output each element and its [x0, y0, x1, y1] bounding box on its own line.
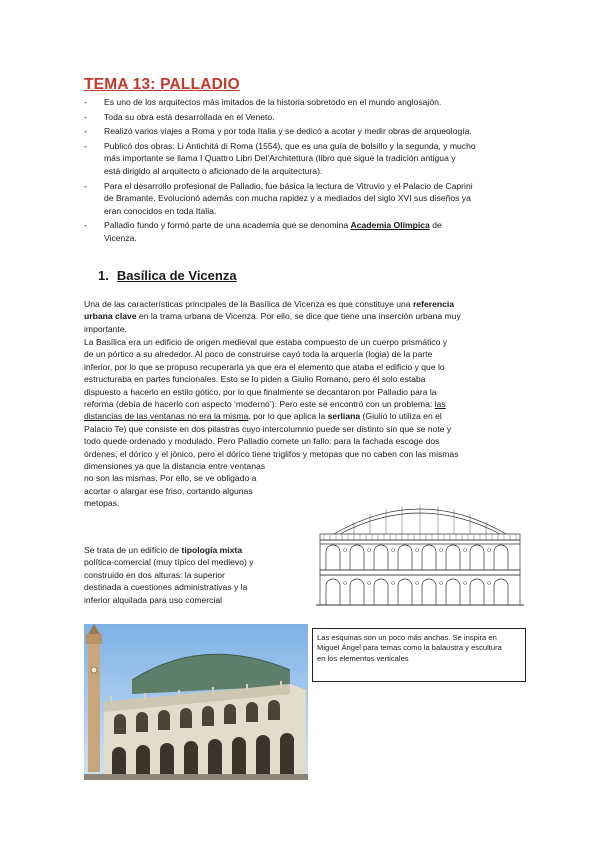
bullet-line: Toda su obra está desarrollada en el Veneto.	[104, 111, 275, 122]
bullet-line: de Bramante. Evolucionó además con mucha rapidez y a mediados del siglo XVI sus diseños ya	[104, 193, 471, 204]
section-heading	[98, 268, 237, 283]
bullet-line: Para el desarrollo profesional de Palladio, fue básica la lectura de Vitruvio y el Palacio de Caprini	[104, 180, 473, 191]
basilica-elevation-drawing	[314, 490, 526, 610]
paragraph-intro: Una de las características principales de la Basílica de Vicenza es que constituye una referencia urbana clave en la trama urbana de Vicenza. Por ello, se dice que tiene una inserción urbana muy importante.	[84, 299, 461, 334]
bullet-line: más importante se llama I Quattro Libri Del’Architettura (libro que sigue la tradición antigua y	[104, 153, 456, 164]
list-item: - Publicó dos obras: Li Antichitá di Roma (1554), que es una guía de bolsillo y la segunda, y mucho más importante se llama I Quattro Libri Del’Architettura (libro que sigue la tradición antigua y está dirigido al arquitecto o aficionado de la arquitectura).	[84, 140, 536, 178]
problem-link: distancias de las ventanas no era la misma	[84, 411, 249, 422]
bullet-line: eran conocidos en toda Italia.	[104, 205, 217, 216]
bullet-line: Vicenza.	[104, 232, 137, 243]
bullet-line: está dirigido al arquitecto o aficionado de la arquitectura).	[104, 165, 323, 176]
problem-link-start: las	[434, 399, 446, 410]
bullet-line: Es uno de los arquitectos más imitados de la historia sobretodo en el mundo anglosajón.	[104, 97, 442, 107]
section-title: Basílica de Vicenza	[116, 268, 237, 283]
section-number: 1.	[98, 268, 109, 283]
page-title: TEMA 13: PALLADIO	[84, 76, 240, 93]
paragraph-typology: Se trata de un edificio de tipología mixta política-comercial (muy típico del medievo) y construido en dos alturas: la superior destinada a cuestiones administrativas y la inferior alquilada para uso comercial	[84, 545, 254, 605]
list-item: - Es uno de los arquitectos más imitados de la historia sobretodo en el mundo anglosajón.	[84, 96, 536, 109]
list-item: - Realizó varios viajes a Roma y por toda Italia y se dedicó a acotar y medir obras de arqueología.	[84, 125, 536, 138]
bullet-line: Realizó varios viajes a Roma y por toda Italia y se dedicó a acotar y medir obras de arqueología.	[104, 126, 472, 137]
photo-caption: Las esquinas son un poco más anchas. Se inspira en Miguel Ángel para temas como la balaustra y escultura en los elementos verticales	[312, 628, 526, 682]
paragraph-history: La Basílica era un edificio de origen medieval que estaba compuesto de un cuerpo prismático y de un pórtico a su alrededor. Al poco de construirse cayó toda la arquería (logia) de la parte inferior, por lo que se propuso recuperarla ya que era el elemento que ataba el edificio y que lo estructuraba en partes funcionales. Esto se lo piden a Giulio Romano, pero él solo estaba dispuesto a hacerlo en estilo gótico, por lo que finalmente se decantaron por Palladio para la reforma (debía de hacerlo con aspecto ‘moderno’). Pero este se encontró con un problema: las distancias de las ventanas no era la misma, por lo que aplica la serliana (Giulio lo utiliza en el Palacio Te) que consiste en dos pilastras cuyo intercolumnio puede ser distinto sin que se note y todo quede ordenado y modulado. Pero Palladio comete un fallo: para la fachada escoge dos órdenes, el dórico y el jónico, pero el dórico tiene triglifos y metopas que no caben con las mismas dimensiones ya que la distancia entre ventanas no son las mismas. Por ello, se ve obligado a acortar o alargar ese friso, cortando algunas metopas.	[84, 337, 459, 509]
basilica-photo	[84, 624, 308, 780]
list-item: - Palladio fundo y formó parte de una academia que se denomina Academia Olímpica de Vicenza.	[84, 219, 536, 244]
list-item: - Toda su obra está desarrollada en el Veneto.	[84, 111, 536, 124]
academia-olimpica-link[interactable]: Academia Olímpica	[350, 220, 430, 231]
intro-bullet-list	[84, 96, 536, 247]
bullet-line: Publicó dos obras: Li Antichitá di Roma (1554), que es una guía de bolsillo y la segunda, y mucho	[104, 140, 476, 151]
list-item: - Para el desarrollo profesional de Palladio, fue básica la lectura de Vitruvio y el Palacio de Caprini de Bramante. Evolucionó además con mucha rapidez y a mediados del siglo XVI sus diseños ya eran conocidos en toda Italia.	[84, 180, 536, 218]
